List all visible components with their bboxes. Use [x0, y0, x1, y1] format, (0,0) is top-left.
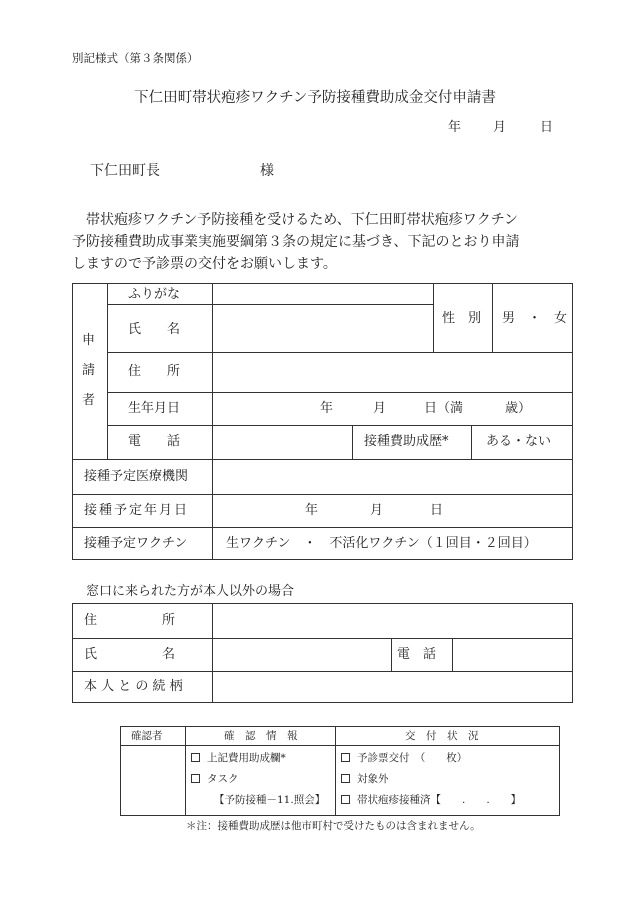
planned-year-label: 年: [305, 503, 319, 518]
office-issue-item-label: 対象外: [357, 773, 389, 785]
birth-age-close: 歳）: [505, 401, 532, 416]
office-col-issue: 交 付 状 況: [405, 730, 479, 742]
applicant-label-1: 申: [82, 333, 96, 348]
name-field[interactable]: [213, 305, 432, 351]
page-title: 下仁田町帯状疱疹ワクチン予防接種費助成金交付申請書: [134, 90, 496, 106]
address-field[interactable]: [213, 353, 572, 391]
birth-year-label: 年: [320, 401, 334, 416]
proxy-phone-label: 電 話: [397, 647, 437, 662]
date-year-label: 年: [448, 120, 462, 135]
honorific: 様: [260, 163, 274, 179]
furigana-field[interactable]: [213, 285, 432, 303]
footnote: ＊注：接種費助成歴は他市町村で受けたものは含まれません。: [186, 820, 481, 832]
office-issue-item: [341, 752, 467, 765]
proxy-heading: 窓口に来られた方が本人以外の場合: [86, 584, 295, 599]
gender-options[interactable]: 男 ・ 女: [502, 311, 568, 326]
proxy-address-label: 住 所: [84, 613, 176, 628]
clinic-label: 接種予定医療機関: [84, 469, 189, 484]
office-issue-item-label: 帯状疱疹接種済【 . . 】: [357, 794, 522, 806]
form-label: 別記様式（第３条関係）: [72, 51, 199, 65]
birthdate-label: 生年月日: [128, 401, 181, 416]
proxy-relation-label: 本 人 と の 続 柄: [84, 679, 183, 694]
planned-month-label: 月: [370, 503, 384, 518]
proxy-name-field[interactable]: [213, 639, 390, 670]
office-issue-item-label: 予診票交付 （ 枚）: [357, 752, 468, 764]
intro-line-1: 帯状疱疹ワクチン予防接種を受けるため、下仁田町帯状疱疹ワクチン: [72, 212, 519, 228]
birth-month-label: 月: [373, 401, 387, 416]
checkbox[interactable]: [341, 774, 350, 783]
clinic-field[interactable]: [213, 460, 572, 493]
office-info-item-label: 上記費用助成欄*: [207, 752, 286, 764]
proxy-phone-field[interactable]: [453, 639, 572, 670]
planned-day-label: 日: [430, 503, 444, 518]
checkbox[interactable]: [191, 774, 200, 783]
office-info-item: [191, 773, 239, 786]
office-issue-item: [341, 794, 521, 807]
checkbox[interactable]: [341, 795, 350, 804]
intro-line-2: 予防接種費助成事業実施要綱第３条の規定に基づき、下記のとおり申請: [72, 234, 520, 250]
history-label: 接種費助成歴*: [364, 434, 449, 449]
name-label: 氏 名: [128, 322, 181, 337]
office-info-item: [191, 752, 286, 765]
furigana-label: ふりがな: [128, 287, 181, 302]
applicant-label-2: 請: [82, 363, 96, 378]
vaccine-options[interactable]: 生ワクチン ・ 不活化ワクチン（１回目・２回目）: [226, 536, 537, 551]
checkbox[interactable]: [191, 753, 200, 762]
date-month-label: 月: [493, 120, 507, 135]
gender-label: 性 別: [442, 311, 482, 326]
office-col-info: 確 認 情 報: [224, 730, 298, 742]
proxy-relation-field[interactable]: [213, 672, 572, 702]
office-info-item-label: タスク: [207, 773, 239, 785]
checkbox[interactable]: [341, 753, 350, 762]
phone-field[interactable]: [213, 426, 351, 458]
phone-label: 電 話: [128, 434, 181, 449]
office-col-confirmer: 確認者: [131, 730, 163, 742]
planned-date-label: 接種予定年月日: [84, 503, 190, 518]
proxy-name-label: 氏 名: [84, 647, 176, 662]
address-label: 住 所: [128, 364, 181, 379]
proxy-address-field[interactable]: [213, 604, 572, 637]
office-info-item-label: 【予防接種－11.照会】: [214, 794, 326, 806]
applicant-label-3: 者: [82, 393, 96, 408]
office-issue-item: [341, 773, 389, 786]
date-day-label: 日: [540, 120, 554, 135]
intro-line-3: しますので予診票の交付をお願いします。: [72, 256, 337, 272]
addressee: 下仁田町長: [90, 163, 160, 179]
vaccine-label: 接種予定ワクチン: [84, 536, 188, 551]
history-options[interactable]: ある・ない: [486, 434, 552, 449]
birth-day-age-label: 日（満: [424, 401, 464, 416]
